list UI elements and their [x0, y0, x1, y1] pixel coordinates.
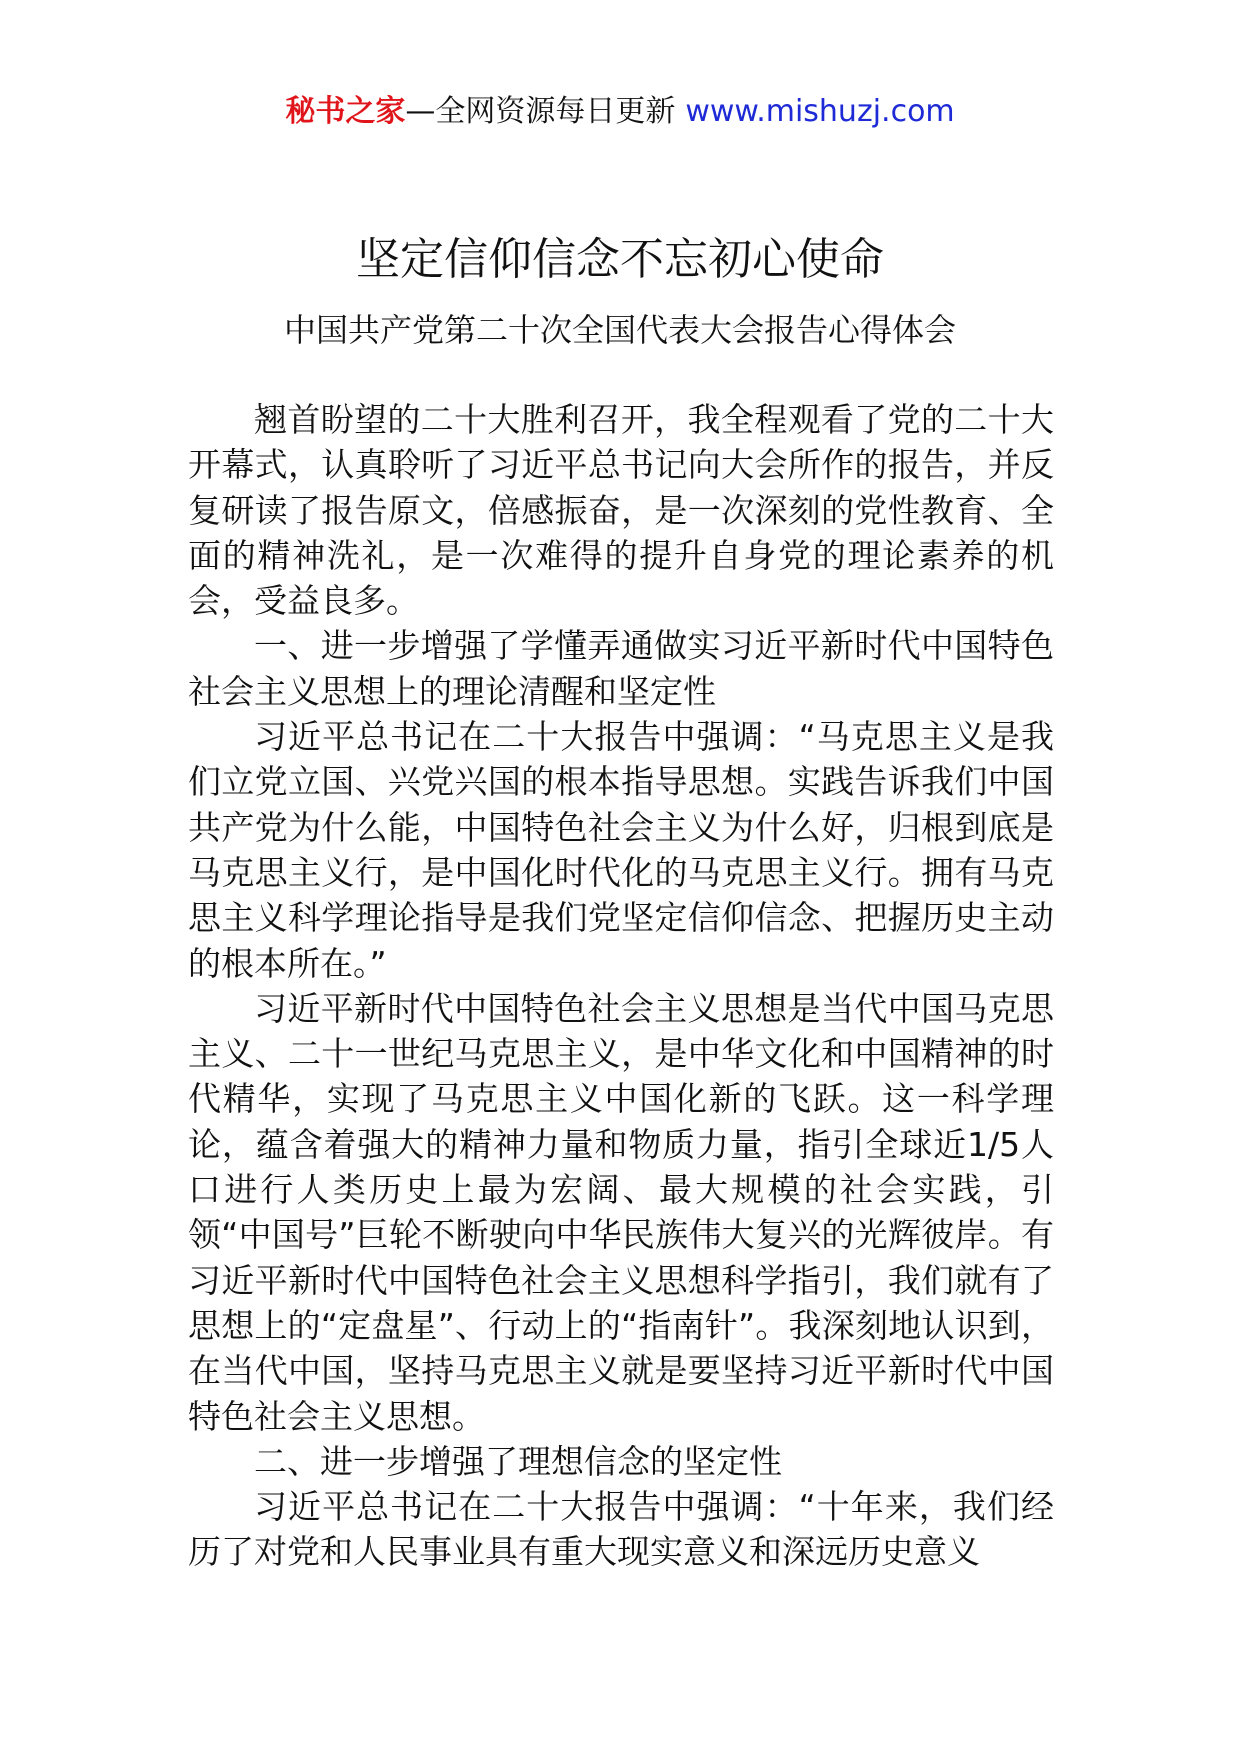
site-url-link[interactable]: www.mishuzj.com [685, 94, 955, 129]
section-heading-1: 一、进一步增强了学懂弄通做实习近平新时代中国特色社会主义思想上的理论清醒和坚定性 [188, 626, 1054, 711]
document-subtitle: 中国共产党第二十次全国代表大会报告心得体会 [283, 311, 956, 349]
paragraph-quote-1: 习近平总书记在二十大报告中强调：“马克思主义是我们立党立国、兴党兴国的根本指导思想。实践告诉我们中国共产党为什么能，中国特色社会主义为什么好，归根到底是马克思主义行，是中国化时代化的马克思主义行。拥有马克思主义科学理论指导是我们党坚定信仰信念、把握历史主动的根本所在。” [188, 717, 1054, 983]
paragraph-intro: 翘首盼望的二十大胜利召开，我全程观看了党的二十大开幕式，认真聆听了习近平总书记向大会所作的报告，并反复研读了报告原文，倍感振奋，是一次深刻的党性教育、全面的精神洗礼，是一次难得的提升自身党的理论素养的机会，受益良多。 [188, 400, 1054, 621]
brand-name: 秘书之家 [285, 94, 406, 129]
header-tagline: —全网资源每日更新 [405, 94, 676, 129]
document-title: 坚定信仰信念不忘初心使命 [356, 234, 884, 285]
paragraph-quote-2: 习近平总书记在二十大报告中强调：“十年来，我们经历了对党和人民事业具有重大现实意义和深远历史意义 [188, 1487, 1054, 1572]
section-heading-2: 二、进一步增强了理想信念的坚定性 [254, 1441, 782, 1481]
document-body [188, 397, 1054, 1575]
paragraph-theory: 习近平新时代中国特色社会主义思想是当代中国马克思主义、二十一世纪马克思主义，是中华文化和中国精神的时代精华，实现了马克思主义中国化新的飞跃。这一科学理论，蕴含着强大的精神力量和物质力量，指引全球近1/5人口进行人类历史上最为宏阔、最大规模的社会实践，引领“中国号”巨轮不断驶向中华民族伟大复兴的光辉彼岸。有习近平新时代中国特色社会主义思想科学指引，我们就有了思想上的“定盘星”、行动上的“指南针”。我深刻地认识到，在当代中国，坚持马克思主义就是要坚持习近平新时代中国特色社会主义思想。 [188, 988, 1054, 1436]
site-header [0, 92, 1240, 132]
